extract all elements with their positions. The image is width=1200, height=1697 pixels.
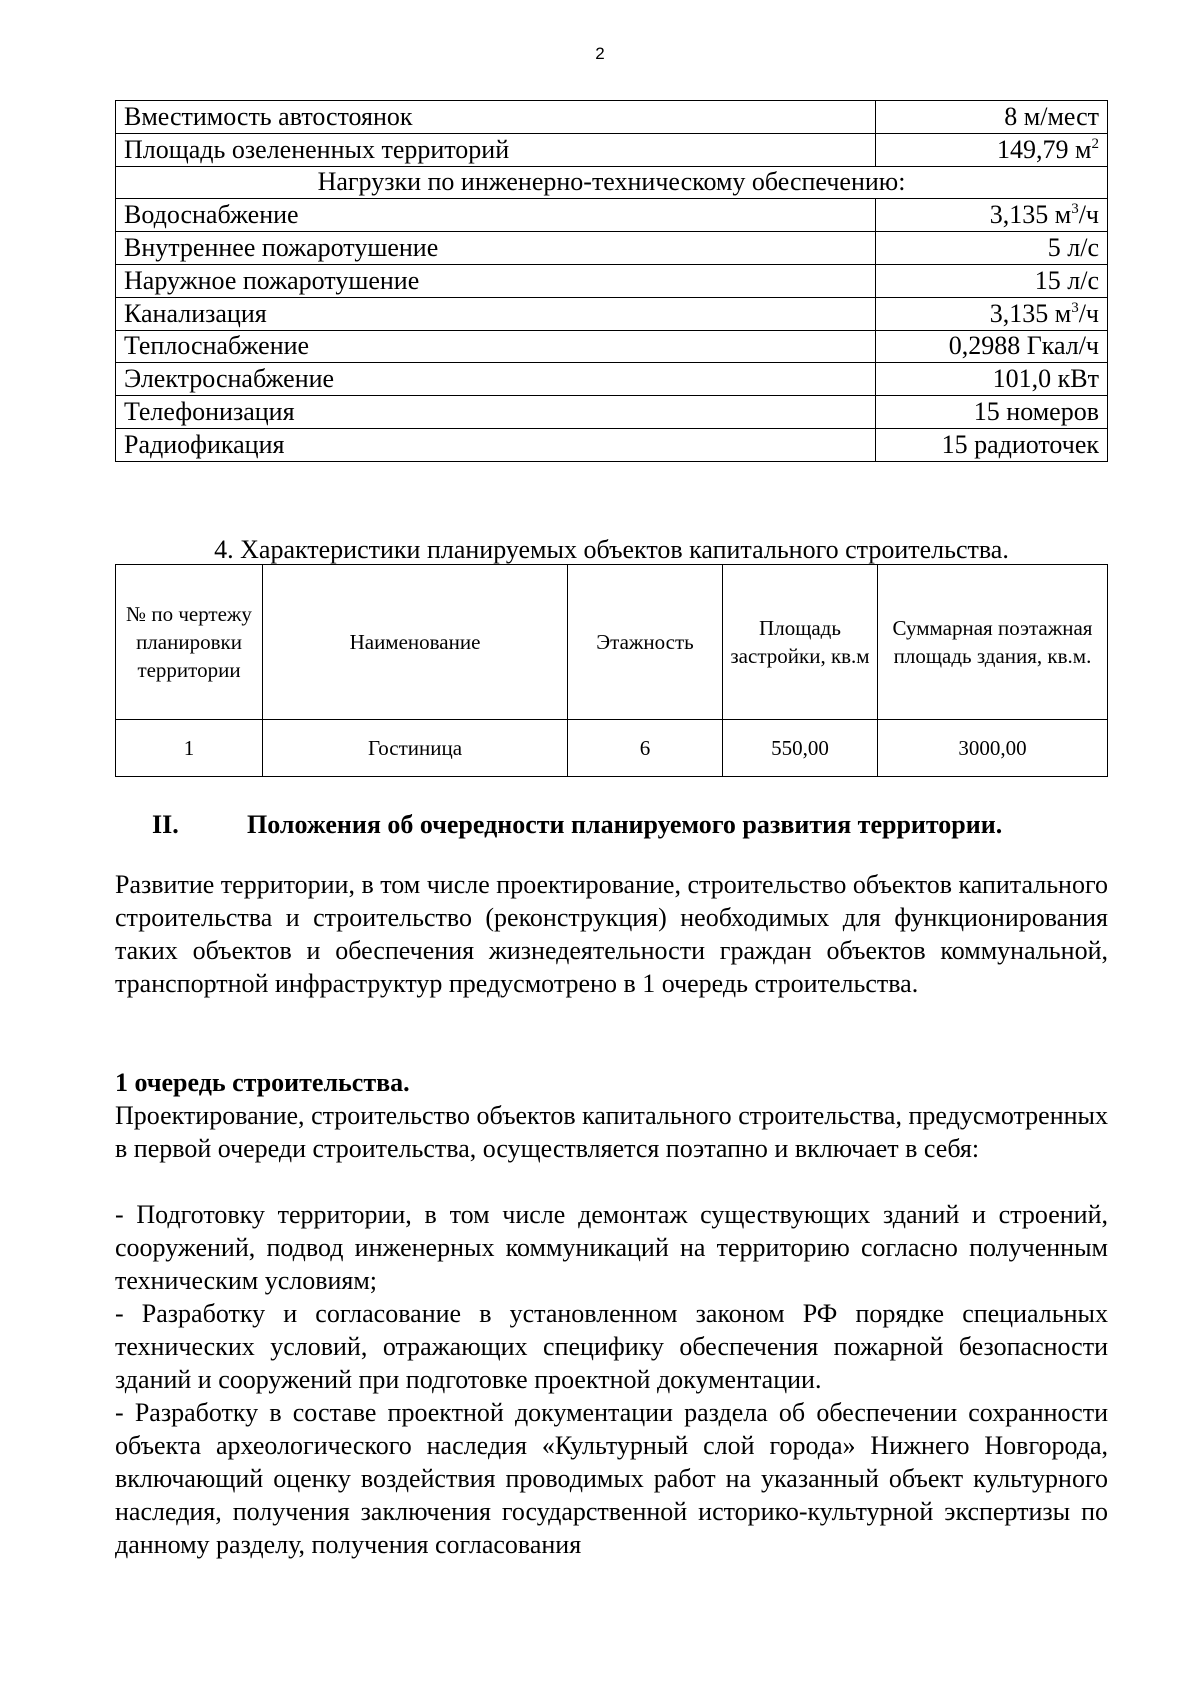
- list-item: - Подготовку территории, в том числе демонтаж существующих зданий и строений, сооружений, подвод инженерных коммуникаций на территорию согласно полученным техническим условиям;: [115, 1200, 1108, 1295]
- row-value: [876, 428, 1108, 461]
- table-row: [116, 133, 1108, 166]
- value-superscript: 3: [1071, 299, 1079, 316]
- row-label: Теплоснабжение: [116, 330, 876, 363]
- header-cell: Суммарная поэтажная площадь здания, кв.м.: [878, 565, 1108, 720]
- table-row: [116, 330, 1108, 363]
- value-text: 0,2988 Гкал/ч: [948, 331, 1099, 361]
- table-subheading: Нагрузки по инженерно-техническому обеспечению:: [116, 166, 1108, 199]
- section-title: Положения об очередности планируемого развития территории.: [247, 810, 1003, 839]
- value-text: 101,0 кВт: [992, 364, 1099, 394]
- table-header-row: [116, 565, 1108, 720]
- row-label: Телефонизация: [116, 396, 876, 429]
- page-number: 2: [595, 44, 605, 63]
- loads-table: [115, 100, 1108, 462]
- intro-paragraph: Развитие территории, в том числе проектирование, строительство объектов капитального строительства и строительство (реконструкция) необходимых для функционирования таких объектов и обеспечения жизнедеятельности граждан объектов коммунальной, транспортной инфраструктур предусмотрено в 1 очередь строительства.: [115, 870, 1108, 998]
- header-cell: № по чертежу планировки территории: [116, 565, 263, 720]
- header-cell: Площадь застройки, кв.м: [723, 565, 878, 720]
- table-row: [116, 101, 1108, 134]
- table-row: [116, 166, 1108, 199]
- queue-heading: 1 очередь строительства.: [115, 1068, 410, 1097]
- table-row: [116, 297, 1108, 330]
- value-text: 5 л/с: [1047, 233, 1099, 263]
- value-suffix: /ч: [1078, 200, 1099, 230]
- value-text: 3,135 м: [989, 298, 1072, 328]
- row-label: Наружное пожаротушение: [116, 264, 876, 297]
- queue-paragraph: Проектирование, строительство объектов капитального строительства, предусмотренных в первой очереди строительства, осуществляется поэтапно и включает в себя:: [115, 1101, 1108, 1163]
- table-row: [116, 199, 1108, 232]
- header-cell: Этажность: [568, 565, 723, 720]
- list-item: - Разработку в составе проектной документации раздела об обеспечении сохранности объекта археологического наследия «Культурный слой города» Нижнего Новгорода, включающий оценку воздействия проводимых работ на указанный объект культурного наследия, получения заключения государственной историко-культурной экспертизы по данному разделу, получения согласования: [115, 1398, 1108, 1559]
- table-cell: 550,00: [723, 720, 878, 777]
- row-value: [876, 133, 1108, 166]
- row-label: Радиофикация: [116, 428, 876, 461]
- table-row: [116, 264, 1108, 297]
- table2-caption: 4. Характеристики планируемых объектов капитального строительства.: [214, 535, 1009, 564]
- table-cell: 1: [116, 720, 263, 777]
- row-value: [876, 330, 1108, 363]
- value-superscript: 2: [1091, 135, 1099, 152]
- value-text: 149,79 м: [997, 134, 1092, 164]
- row-value: [876, 264, 1108, 297]
- table-cell: Гостиница: [263, 720, 568, 777]
- value-text: 8 м/мест: [1004, 101, 1099, 131]
- section-number: II.: [152, 810, 179, 839]
- table-cell: 6: [568, 720, 723, 777]
- table-cell: 3000,00: [878, 720, 1108, 777]
- list-item: - Разработку и согласование в установленном законом РФ порядке специальных технических условий, отражающих специфику обеспечения пожарной безопасности зданий и сооружений при подготовке проектной документации.: [115, 1299, 1108, 1394]
- row-label: Внутреннее пожаротушение: [116, 232, 876, 265]
- value-text: 3,135 м: [989, 200, 1072, 230]
- value-text: 15 радиоточек: [941, 429, 1099, 459]
- row-value: [876, 199, 1108, 232]
- row-label: Водоснабжение: [116, 199, 876, 232]
- row-label: Электроснабжение: [116, 363, 876, 396]
- row-label: Площадь озелененных территорий: [116, 133, 876, 166]
- value-suffix: /ч: [1078, 298, 1099, 328]
- header-cell: Наименование: [263, 565, 568, 720]
- table-row: [116, 428, 1108, 461]
- objects-table: [115, 564, 1108, 777]
- row-value: [876, 396, 1108, 429]
- row-value: [876, 297, 1108, 330]
- table-row: [116, 232, 1108, 265]
- row-label: Канализация: [116, 297, 876, 330]
- row-value: [876, 101, 1108, 134]
- value-superscript: 3: [1071, 201, 1079, 218]
- table-row: [116, 396, 1108, 429]
- table-row: [116, 363, 1108, 396]
- row-label: Вместимость автостоянок: [116, 101, 876, 134]
- row-value: [876, 363, 1108, 396]
- value-text: 15 л/с: [1034, 265, 1099, 295]
- row-value: [876, 232, 1108, 265]
- table-row: [116, 720, 1108, 777]
- value-text: 15 номеров: [973, 397, 1099, 427]
